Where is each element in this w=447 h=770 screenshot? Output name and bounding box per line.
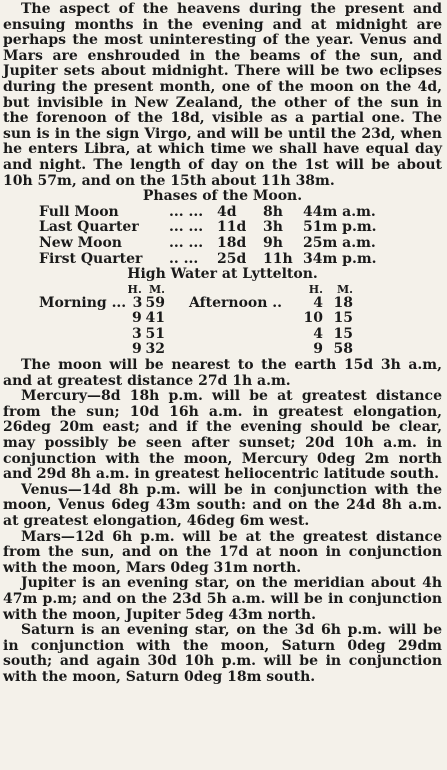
- tide-row: [3, 327, 442, 343]
- phase-name: First Quarter: [39, 250, 143, 267]
- moon-paragraph: The moon will be nearest to the earth 15d 3h a.m, and at greatest distance 27d 1h a.m.: [3, 357, 442, 389]
- intro-paragraph: The aspect of the heavens during the present and ensuing months in the evening and at midnight are perhaps the most uninteresting of the year. Venus and Mars are enshrouded in the beams of the sun, and Jupiter sets about midnight. There will be two eclipses during the present month, one of the moon on the 4d, but invisible in New Zealand, the other of the sun in the forenoon of the 18d, visible as a partial one. The sun is in the sign Virgo, and will be until the 23d, when he enters Libra, at which time we shall have equal day and night. The length of day on the 1st will be about 10h 57m, and on the 15th about 11h 38m.: [3, 1, 442, 189]
- tide-table: [3, 283, 442, 358]
- phase-hour: 9h: [263, 234, 283, 251]
- phase-minute: 51m p.m.: [303, 219, 377, 236]
- phase-day: 11d: [217, 219, 247, 236]
- tide-afternoon-minute: 58: [333, 341, 353, 358]
- tide-row: [3, 311, 442, 327]
- venus-paragraph: Venus—14d 8h p.m. will be in conjunction with the moon, Venus 6deg 43m south: and on the 24d 8h a.m. at greatest elongation, 46deg 6m west.: [3, 481, 442, 529]
- tide-col-minutes: M.: [148, 282, 165, 296]
- phase-hour: 11h: [263, 250, 293, 267]
- phase-day: 25d: [217, 250, 247, 267]
- phase-hour: 8h: [263, 203, 283, 220]
- phases-heading: Phases of the Moon.: [142, 188, 303, 205]
- saturn-paragraph: Saturn is an evening star, on the 3d 6h p.m. will be in conjunction with the moon, Saturn 0deg 29dm south; and again 30d 10h p.m. will be in conjunction with the moon, Saturn 0deg 18m south.: [3, 622, 442, 685]
- tide-morning-hour: 3: [132, 294, 143, 311]
- tide-col-minutes: M.: [336, 282, 353, 296]
- tide-morning-hour: 3: [132, 325, 142, 342]
- leader-dots: .. ...: [169, 250, 199, 267]
- phase-name: Full Moon: [39, 203, 119, 220]
- jupiter-paragraph: Jupiter is an evening star, on the meridian about 4h 47m p.m; and on the 23d 5h a.m. will be in conjunction with the moon, Jupiter 5deg 43m north.: [3, 575, 442, 623]
- phase-row: [3, 252, 442, 268]
- tide-morning-label: Morning: [39, 294, 107, 311]
- tide-morning-minute: 59: [145, 294, 165, 311]
- tide-afternoon-hour: 9: [313, 341, 323, 358]
- phase-row: [3, 236, 442, 252]
- tide-morning-hour: 9: [132, 310, 142, 327]
- tide-afternoon-minute: 15: [333, 310, 353, 327]
- tide-col-hours: H.: [308, 282, 323, 296]
- mercury-paragraph: Mercury—8d 18h p.m. will be at greatest distance from the sun; 10d 16h a.m. in greatest elongation, 26deg 20m east; and if the evening should be clear, may possibly be seen after sunset; 20d 10h a.m. in conjunction with the moon, Mercury 0deg 2m north and 29d 8h a.m. in greatest heliocentric latitude south.: [3, 388, 442, 483]
- phase-name: New Moon: [39, 234, 122, 251]
- phase-hour: 3h: [263, 219, 283, 236]
- tide-row: [3, 296, 442, 312]
- phase-day: 18d: [217, 234, 247, 251]
- tide-afternoon-hour: 4: [313, 325, 323, 342]
- phase-row: [3, 205, 442, 221]
- phases-table: [3, 205, 442, 267]
- phase-minute: 25m a.m.: [303, 234, 376, 251]
- tide-morning-minute: 51: [145, 325, 165, 342]
- tide-afternoon-label: Afternoon: [189, 294, 268, 311]
- mars-paragraph: Mars—12d 6h p.m. will be at the greatest distance from the sun, and on the 17d at noon in conjunction with the moon, Mars 0deg 31m north.: [3, 528, 442, 576]
- leader-dots: ... ...: [169, 203, 204, 220]
- tide-row: [3, 342, 442, 358]
- leader-dots: ...: [111, 294, 127, 311]
- tide-morning-hour: 9: [132, 341, 142, 358]
- tide-morning-minute: 32: [145, 341, 165, 358]
- phase-minute: 34m p.m.: [303, 250, 377, 267]
- tide-heading: High Water at Lyttelton.: [127, 266, 318, 283]
- tide-afternoon-minute: 18: [333, 294, 353, 311]
- phase-minute: 44m a.m.: [303, 203, 376, 220]
- tide-morning-minute: 41: [145, 310, 165, 327]
- tide-afternoon-hour: 10: [303, 310, 323, 327]
- tide-afternoon-minute: 15: [333, 325, 353, 342]
- phase-name: Last Quarter: [39, 219, 139, 236]
- leader-dots: ..: [272, 294, 283, 311]
- tide-afternoon-hour: 4: [313, 294, 323, 311]
- phase-row: [3, 220, 442, 236]
- phase-day: 4d: [217, 203, 237, 220]
- tide-col-hours: H.: [127, 282, 142, 296]
- leader-dots: ... ...: [169, 234, 204, 251]
- leader-dots: ... ...: [169, 219, 204, 236]
